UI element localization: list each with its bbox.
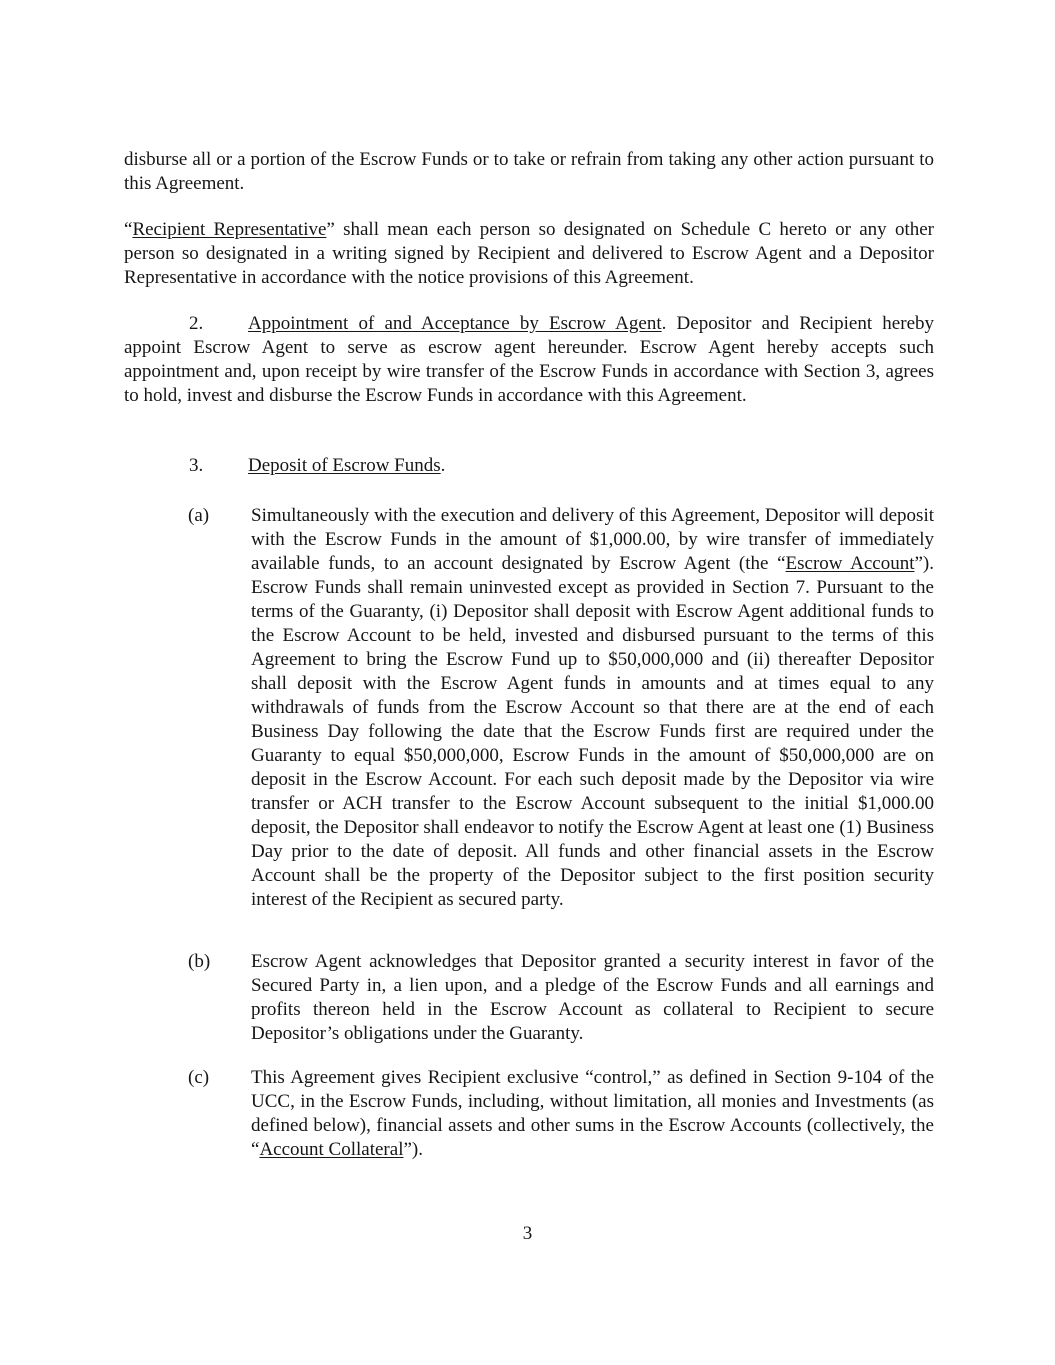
subsection-a: (a) Simultaneously with the execution and delivery of this Agreement, Depositor will deposit with the Escrow Funds in the amount of $1,000.00, by wire transfer of immediately available funds, to an account designated by Escrow Agent (the “Escrow Account”). Escrow Funds shall remain uninvested except as provided in Section 7. Pursuant to the terms of the Guaranty, (i) Depositor shall deposit with Escrow Agent additional funds to the Escrow Account to be held, invested and disbursed pursuant to the terms of this Agreement to bring the Escrow Fund up to $50,000,000 and (ii) thereafter Depositor shall deposit with the Escrow Agent funds in amounts and at times equal to any withdrawals of funds from the Escrow Account so that there are at the end of each Business Day following the date that the Escrow Funds first are required under the Guaranty to equal $50,000,000, Escrow Funds in the amount of $50,000,000 are on deposit in the Escrow Account. For each such deposit made by the Depositor via wire transfer or ACH transfer to the Escrow Account subsequent to the initial $1,000.00 deposit, the Depositor shall endeavor to notify the Escrow Agent at least one (1) Business Day prior to the date of deposit. All funds and other financial assets in the Escrow Account shall be the property of the Depositor subject to the first position security interest of the Recipient as secured party. bbox=[188, 505, 934, 910]
subsection-label: (c) bbox=[188, 1067, 210, 1088]
section-3-heading: 3. Deposit of Escrow Funds. bbox=[124, 454, 934, 478]
subsection-b bbox=[124, 950, 934, 1046]
page-number: 3 bbox=[522, 1223, 533, 1244]
subsection-label: (b) bbox=[188, 951, 211, 972]
section-number: 2. bbox=[189, 313, 204, 334]
definition-recipient-representative bbox=[124, 218, 934, 290]
section-body: . Depositor and Recipient hereby appoint Escrow Agent to serve as escrow agent hereunder. Escrow Agent hereby accepts such appointment and, upon receipt by wire transfer of the Escrow Funds in accordance with Section 3, agrees to hold, invest and disburse the Escrow Funds in accordance with this Agreement. bbox=[124, 313, 934, 406]
subsection-text: Escrow Agent acknowledges that Depositor granted a security interest in favor of the Secured Party in, a lien upon, and a pledge of the Escrow Funds and all earnings and profits thereon held in the Escrow Account as collateral to Recipient to secure Depositor’s obligations under the Guaranty. bbox=[251, 951, 934, 1044]
section-title: Appointment of and Acceptance by Escrow Agent bbox=[248, 313, 662, 334]
open-quote: “ bbox=[124, 219, 133, 240]
subsection-label: (a) bbox=[188, 505, 210, 526]
subsection-c: (c) This Agreement gives Recipient exclusive “control,” as defined in Section 9-104 of the UCC, in the Escrow Funds, including, without limitation, all monies and Investments (as defined below), financial assets and other sums in the Escrow Accounts (collectively, the “Account Collateral”). bbox=[188, 1067, 934, 1160]
continuation-text: disburse all or a portion of the Escrow Funds or to take or refrain from taking any other action pursuant to this Agreement. bbox=[124, 149, 934, 194]
defined-term: Account Collateral bbox=[259, 1139, 404, 1160]
defined-term: Escrow Account bbox=[785, 553, 915, 574]
continuation-paragraph bbox=[124, 148, 934, 196]
section-title: Deposit of Escrow Funds bbox=[248, 455, 441, 476]
section-2 bbox=[124, 312, 934, 408]
section-number: 3. bbox=[189, 455, 204, 476]
defined-term: Recipient Representative bbox=[132, 219, 327, 240]
definition-text: ” shall mean each person so designated on Schedule C hereto or any other person so designated in a writing signed by Recipient and delivered to Escrow Agent and a Depositor Representative in accordance with the notice provisions of this Agreement. bbox=[124, 219, 934, 288]
